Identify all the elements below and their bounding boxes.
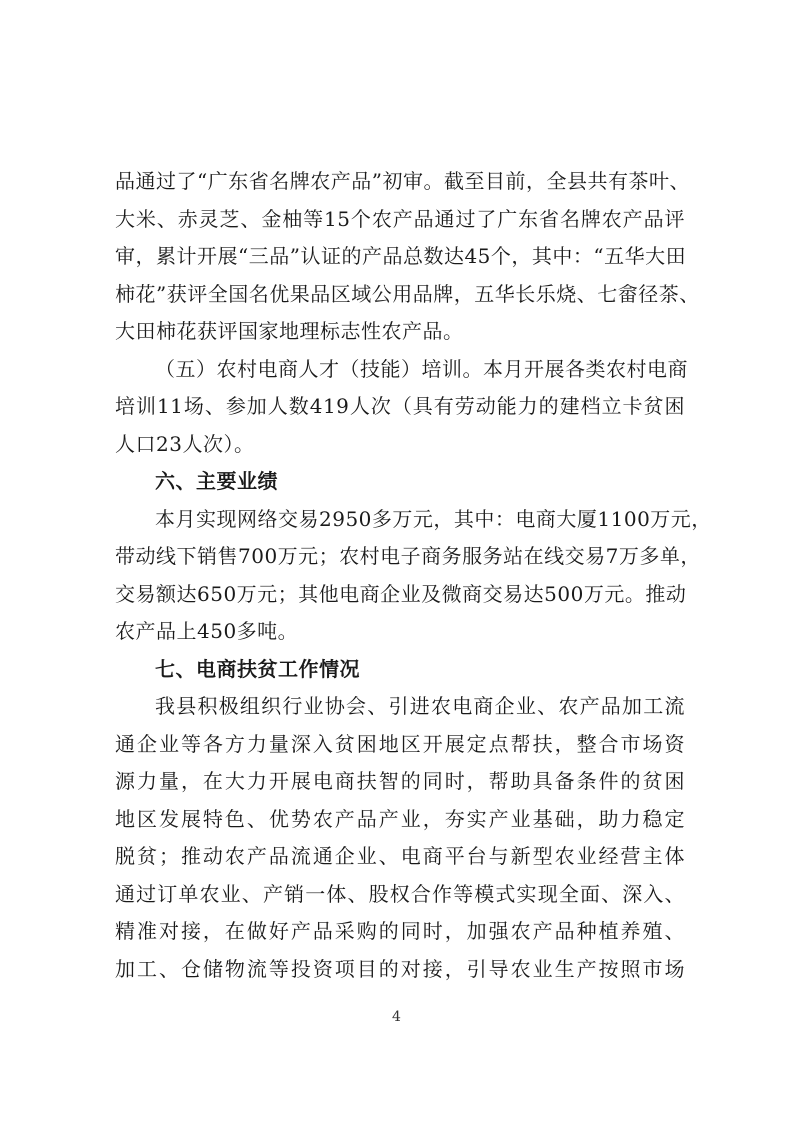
section-heading-6: 六、主要业绩 [155, 469, 278, 493]
page-number: 4 [392, 1009, 401, 1025]
body-line-12: 交易额达650万元；其他电商企业及微商交易达500万元。推动 [115, 581, 687, 606]
body-line-11: 带动线下销售700万元；农村电子商务服务站在线交易7万多单， [115, 544, 701, 568]
body-line-18: 地区发展特色、优势农产品产业，夯实产业基础，助力稳定 [115, 806, 685, 831]
body-line-8: 人口23人次）。 [115, 431, 255, 456]
section-heading-7: 七、电商扶贫工作情况 [155, 656, 360, 681]
body-line-15: 我县积极组织行业协会、引进农电商企业、农产品加工流 [155, 694, 685, 718]
body-line-20: 通过订单农业、产销一体、股权合作等模式实现全面、深入、 [115, 881, 685, 906]
body-line-13: 农产品上450多吨。 [115, 619, 299, 643]
body-line-16: 通企业等各方力量深入贫困地区开展定点帮扶，整合市场资 [115, 731, 685, 756]
body-line-5: 大田柿花获评国家地理标志性农产品。 [115, 319, 464, 343]
body-line-1: 品通过了“广东省名牌农产品”初审。截至目前，全县共有茶叶、 [115, 169, 690, 193]
body-line-17: 源力量，在大力开展电商扶智的同时，帮助具备条件的贫困 [115, 769, 685, 793]
body-line-3: 审，累计开展“三品”认证的产品总数达45个，其中：“五华大田 [115, 244, 687, 268]
body-line-10: 本月实现网络交易2950多万元，其中：电商大厦1100万元， [155, 506, 712, 531]
body-line-22: 加工、仓储物流等投资项目的对接，引导农业生产按照市场 [115, 956, 685, 981]
section-5-first-line: （五）农村电商人才（技能）培训。本月开展各类农村电商 [155, 356, 688, 381]
body-line-4: 柿花”获评全国名优果品区域公用品牌，五华长乐烧、七畲径茶、 [115, 281, 700, 306]
body-line-21: 精准对接，在做好产品采购的同时，加强农产品种植养殖、 [115, 919, 685, 943]
body-line-2: 大米、赤灵芝、金柚等15个农产品通过了广东省名牌农产品评 [115, 206, 685, 231]
body-line-7: 培训11场、参加人数419人次（具有劳动能力的建档立卡贫困 [115, 394, 685, 418]
body-line-19: 脱贫；推动农产品流通企业、电商平台与新型农业经营主体 [115, 844, 685, 868]
